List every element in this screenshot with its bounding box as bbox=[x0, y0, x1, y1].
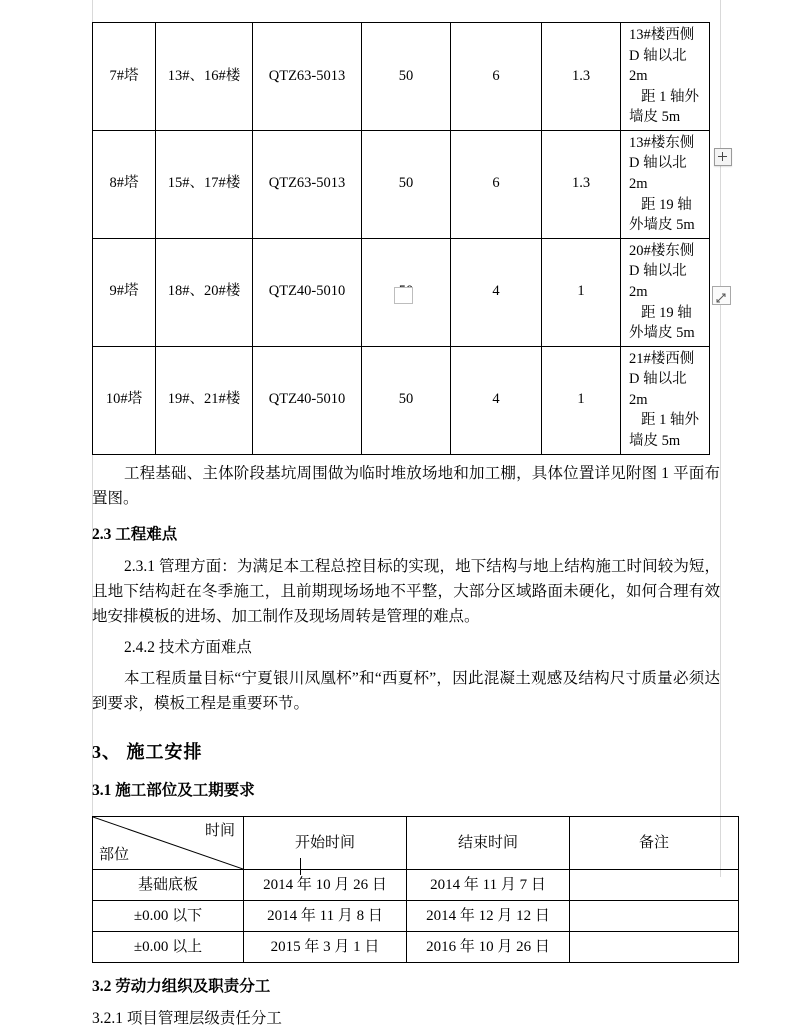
cell-tip-load: 1.3 bbox=[542, 130, 621, 238]
cell-radius: 6 bbox=[451, 130, 542, 238]
table-row bbox=[93, 931, 739, 962]
cell-height: 50 bbox=[362, 23, 451, 131]
table-move-handle[interactable] bbox=[394, 287, 413, 304]
tower-crane-table bbox=[92, 22, 710, 455]
text-cursor-caret bbox=[300, 858, 301, 875]
cell-part: 基础底板 bbox=[93, 869, 244, 900]
position-line-3: 距 1 轴外墙皮 5m bbox=[629, 88, 699, 126]
heading-3: 3、 施工安排 bbox=[92, 742, 203, 763]
position-line-2: D 轴以北 2m bbox=[629, 47, 687, 85]
cell-model: QTZ40-5010 bbox=[253, 346, 362, 454]
paragraph-2-4-2-body: 本工程质量目标“宁夏银川凤凰杯”和“西夏杯”，因此混凝土观感及结构尺寸质量必须达到要求，模板工程是重要环节。 bbox=[92, 670, 720, 713]
position-line-3: 距 19 轴外墙皮 5m bbox=[629, 304, 695, 342]
heading-2-3: 2.3 工程难点 bbox=[92, 525, 178, 543]
cell-corner-split bbox=[93, 816, 244, 869]
cell-start-date: 2014 年 11 月 8 日 bbox=[244, 900, 407, 931]
paragraph-2-4-2-title: 2.4.2 技术方面难点 bbox=[124, 638, 252, 656]
resize-arrow-icon bbox=[716, 290, 726, 300]
cell-tower: 7#塔 bbox=[93, 23, 156, 131]
cell-end-date: 2016 年 10 月 26 日 bbox=[407, 931, 570, 962]
cell-buildings: 18#、20#楼 bbox=[156, 238, 253, 346]
cell-tip-load: 1 bbox=[542, 238, 621, 346]
cell-position bbox=[621, 23, 710, 131]
position-line-2: D 轴以北 2m bbox=[629, 263, 687, 300]
cell-tower: 10#塔 bbox=[93, 346, 156, 454]
plus-icon-horizontal bbox=[718, 156, 727, 157]
paragraph-after-table: 工程基础、主体阶段基坑周围做为临时堆放场地和加工棚，具体位置详见附图 1 平面布置图。 bbox=[92, 464, 720, 507]
position-line-1: 20#楼东侧 bbox=[629, 242, 695, 259]
corner-part-label: 部位 bbox=[99, 847, 130, 864]
cell-end-date: 2014 年 11 月 7 日 bbox=[407, 869, 570, 900]
cell-radius: 4 bbox=[451, 238, 542, 346]
position-line-3: 距 19 轴外墙皮 5m bbox=[629, 196, 695, 234]
table-row bbox=[93, 900, 739, 931]
cell-part: ±0.00 以上 bbox=[93, 931, 244, 962]
heading-3-1: 3.1 施工部位及工期要求 bbox=[92, 782, 255, 800]
table-row bbox=[93, 130, 710, 238]
paragraph-3-2-1: 3.2.1 项目管理层级责任分工 bbox=[92, 1009, 282, 1027]
cell-start-date: 2014 年 10 月 26 日 bbox=[244, 869, 407, 900]
position-line-1: 13#楼西侧 bbox=[629, 27, 695, 43]
position-line-2: D 轴以北 2m bbox=[629, 371, 687, 408]
cell-note bbox=[570, 931, 739, 962]
table-resize-handle[interactable] bbox=[712, 286, 731, 305]
position-line-1: 13#楼东侧 bbox=[629, 134, 695, 151]
cell-position bbox=[621, 130, 710, 238]
add-row-button[interactable] bbox=[714, 148, 732, 166]
cell-model: QTZ40-5010 bbox=[253, 238, 362, 346]
document-content bbox=[92, 0, 720, 1031]
cell-start-date: 2015 年 3 月 1 日 bbox=[244, 931, 407, 962]
cell-tower: 9#塔 bbox=[93, 238, 156, 346]
cell-buildings: 13#、16#楼 bbox=[156, 23, 253, 131]
column-header-note: 备注 bbox=[570, 816, 739, 869]
cell-tower: 8#塔 bbox=[93, 130, 156, 238]
cell-tip-load: 1.3 bbox=[542, 23, 621, 131]
table-row bbox=[93, 869, 739, 900]
cell-note bbox=[570, 869, 739, 900]
cell-height: 50 bbox=[362, 130, 451, 238]
cell-radius: 4 bbox=[451, 346, 542, 454]
cell-position bbox=[621, 238, 710, 346]
schedule-table bbox=[92, 816, 739, 963]
cell-end-date: 2014 年 12 月 12 日 bbox=[407, 900, 570, 931]
column-header-start: 开始时间 bbox=[244, 816, 407, 869]
cell-model: QTZ63-5013 bbox=[253, 23, 362, 131]
right-margin-rule bbox=[720, 0, 721, 877]
paragraph-2-3-1: 2.3.1 管理方面：为满足本工程总控目标的实现，地下结构与地上结构施工时间较为短，且地下结构赶在冬季施工，且前期现场场地不平整，大部分区域路面未硬化，如何合理有效地安排模板的进场、加工制作及现场周转是管理的难点。 bbox=[92, 557, 720, 625]
cell-model: QTZ63-5013 bbox=[253, 130, 362, 238]
cell-buildings: 19#、21#楼 bbox=[156, 346, 253, 454]
cell-height: 50 bbox=[362, 346, 451, 454]
cell-position bbox=[621, 346, 710, 454]
position-line-1: 21#楼西侧 bbox=[629, 350, 695, 367]
position-line-2: D 轴以北 2m bbox=[629, 155, 687, 193]
heading-3-2: 3.2 劳动力组织及职责分工 bbox=[92, 977, 271, 995]
cell-radius: 6 bbox=[451, 23, 542, 131]
table-header-row bbox=[93, 816, 739, 869]
column-header-end: 结束时间 bbox=[407, 816, 570, 869]
cell-part: ±0.00 以下 bbox=[93, 900, 244, 931]
table-row bbox=[93, 23, 710, 131]
cell-tip-load: 1 bbox=[542, 346, 621, 454]
table-row bbox=[93, 346, 710, 454]
position-line-3: 距 1 轴外墙皮 5m bbox=[629, 412, 699, 449]
cell-note bbox=[570, 900, 739, 931]
cell-buildings: 15#、17#楼 bbox=[156, 130, 253, 238]
corner-time-label: 时间 bbox=[204, 822, 235, 839]
